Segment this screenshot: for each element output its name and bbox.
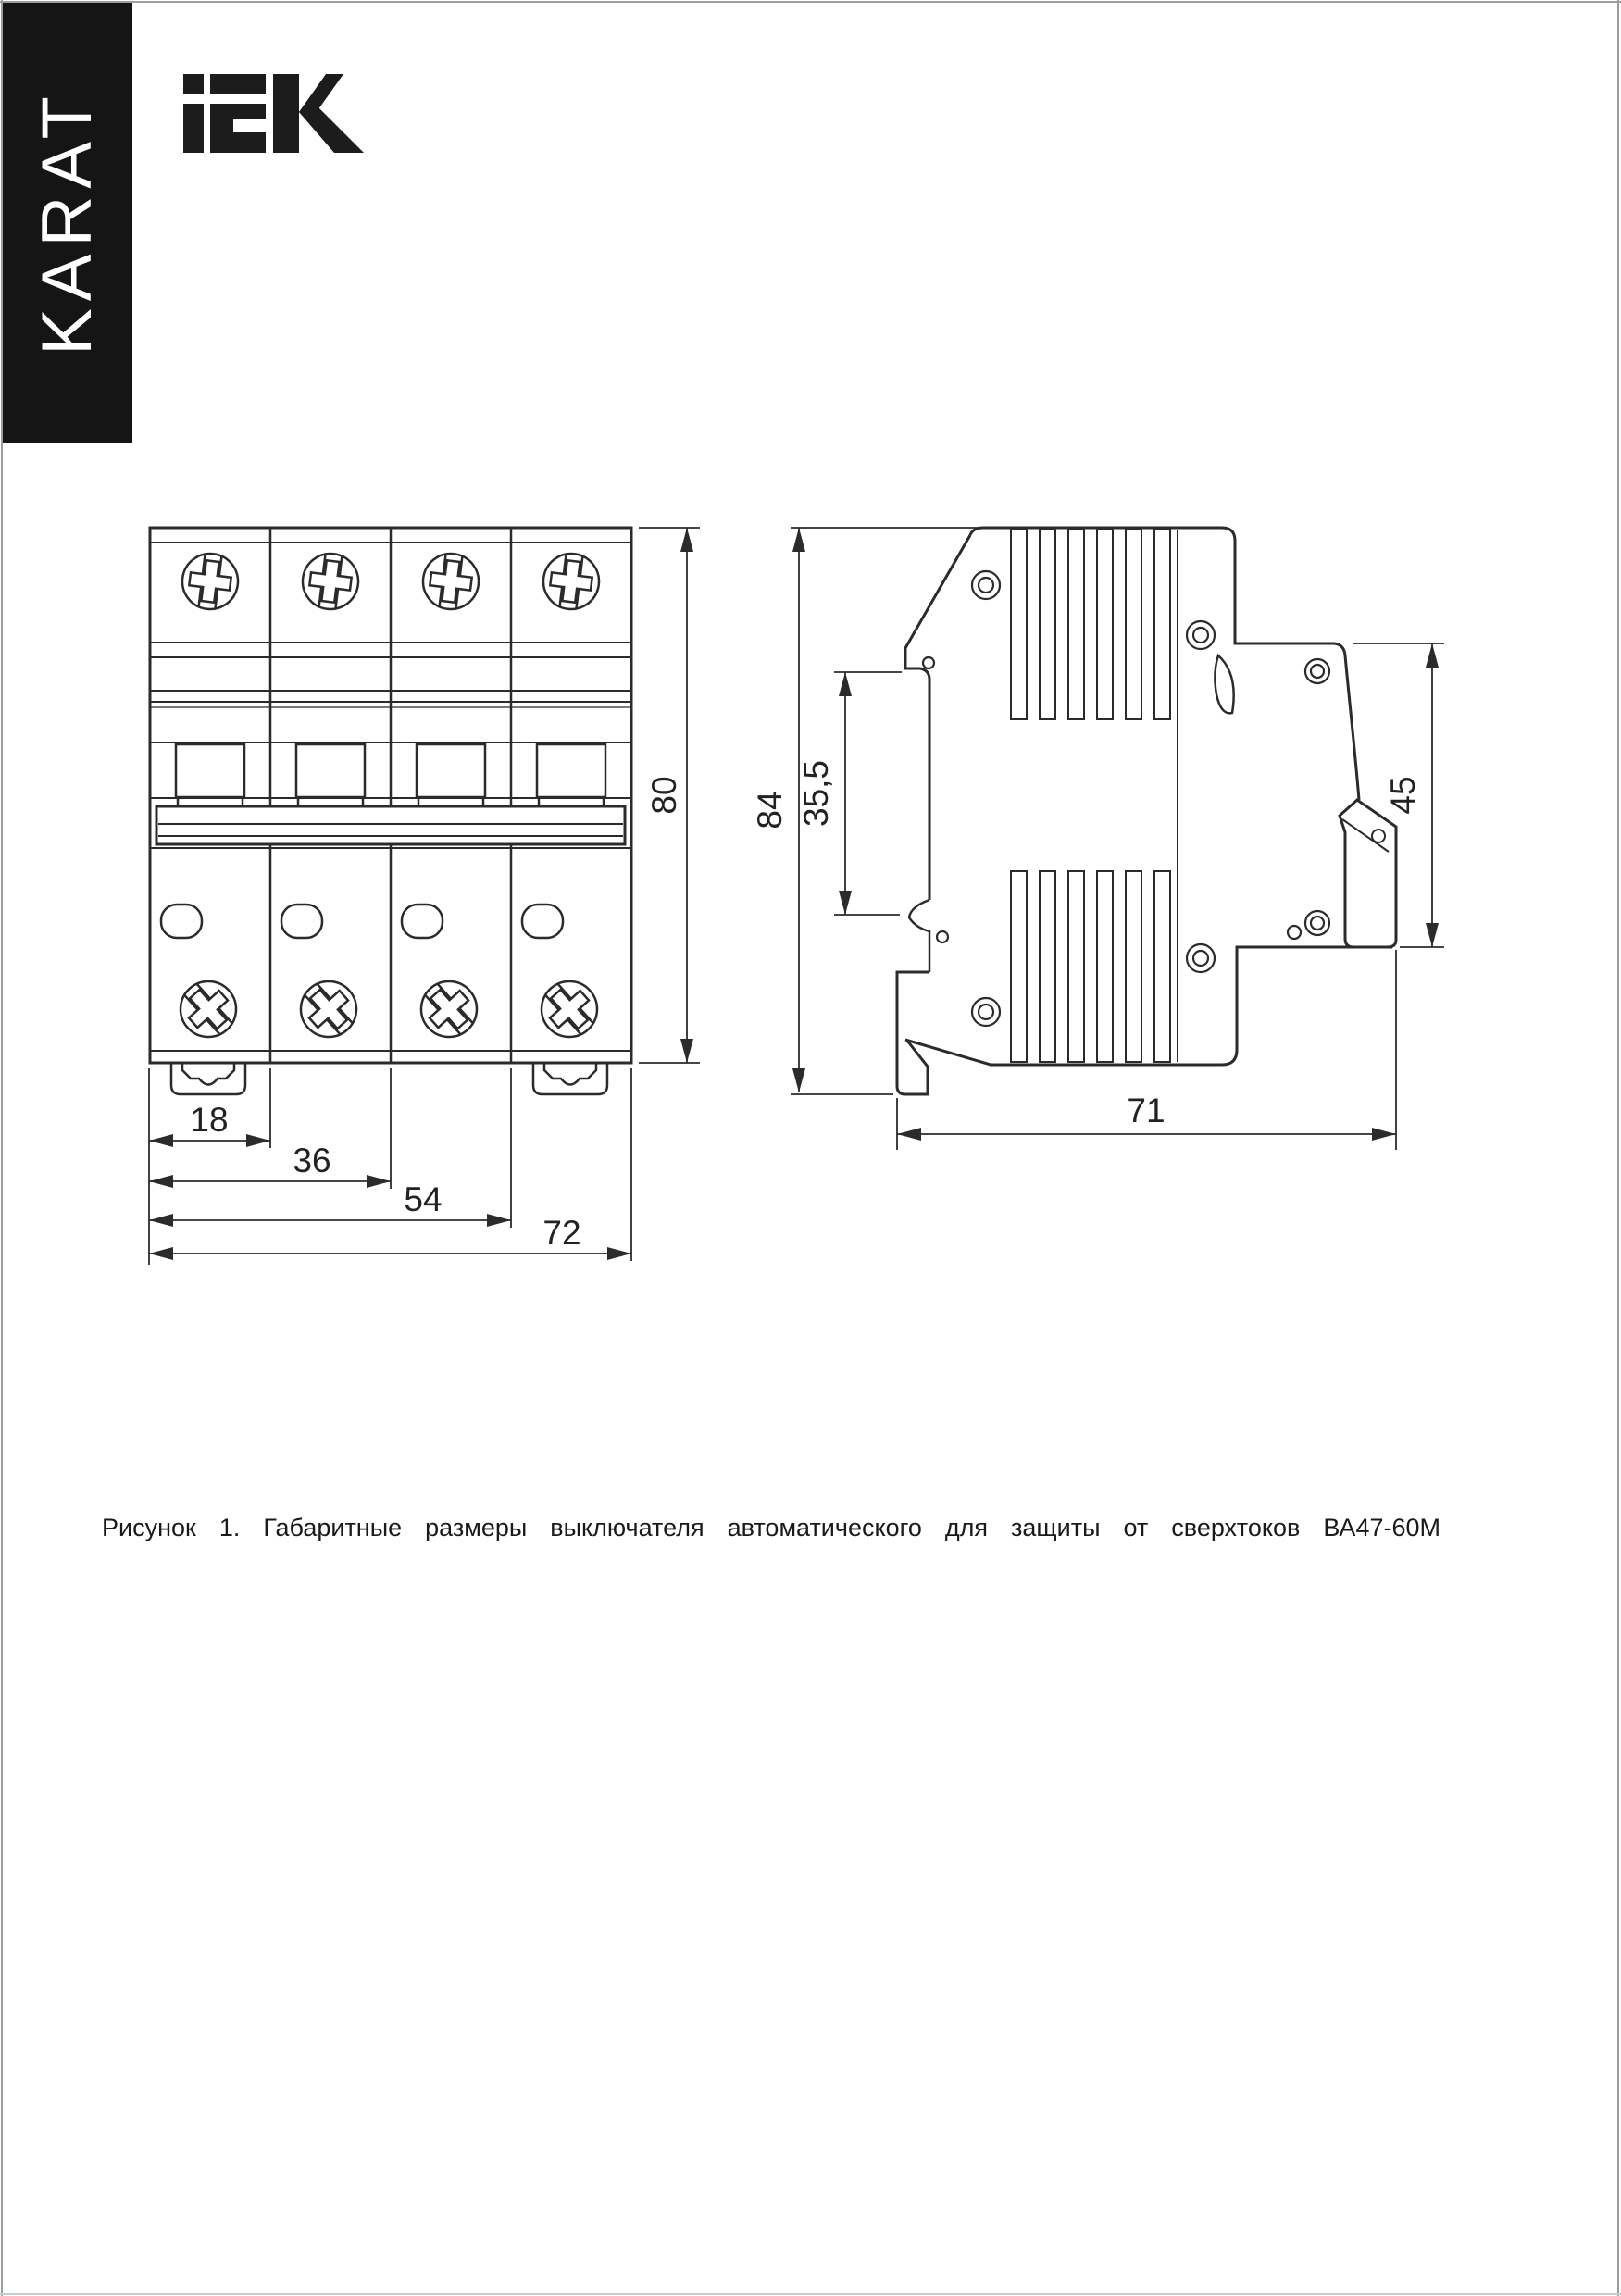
dim-label-80: 80 — [645, 776, 683, 815]
vent-slots — [1011, 530, 1178, 1062]
iek-logo — [183, 74, 364, 153]
dim-label-84: 84 — [751, 791, 789, 830]
din-clips-front — [171, 1063, 607, 1094]
figure-caption: Рисунок 1. Габаритные размеры выключателя автоматического для защиты от сверхтоков ВА47-60М — [102, 1514, 1440, 1541]
bottom-terminal-screw-icons — [169, 970, 609, 1049]
side-bottom — [905, 947, 1392, 1065]
dim-label-72: 72 — [542, 1214, 581, 1252]
dim-label-54: 54 — [404, 1180, 443, 1218]
toggle-lever-side — [1340, 800, 1396, 947]
din-clip-side — [897, 972, 929, 1094]
side-body-outline — [970, 528, 1359, 800]
curved-slot — [1215, 655, 1233, 713]
dim-label-45: 45 — [1384, 776, 1422, 815]
karat-brand-text: KARAT — [28, 89, 106, 356]
dim-label-36: 36 — [293, 1142, 331, 1179]
side-view — [791, 528, 1444, 1150]
dim-label-18: 18 — [190, 1101, 229, 1139]
indicator-windows — [161, 905, 563, 938]
front-view — [149, 528, 700, 1265]
side-left-profile — [905, 535, 970, 900]
handle-tie-bar — [156, 806, 625, 844]
dim-label-355: 35,5 — [797, 759, 835, 828]
dim-label-71: 71 — [1127, 1092, 1166, 1129]
din-latch — [909, 900, 929, 972]
dim-355-group — [834, 672, 902, 915]
